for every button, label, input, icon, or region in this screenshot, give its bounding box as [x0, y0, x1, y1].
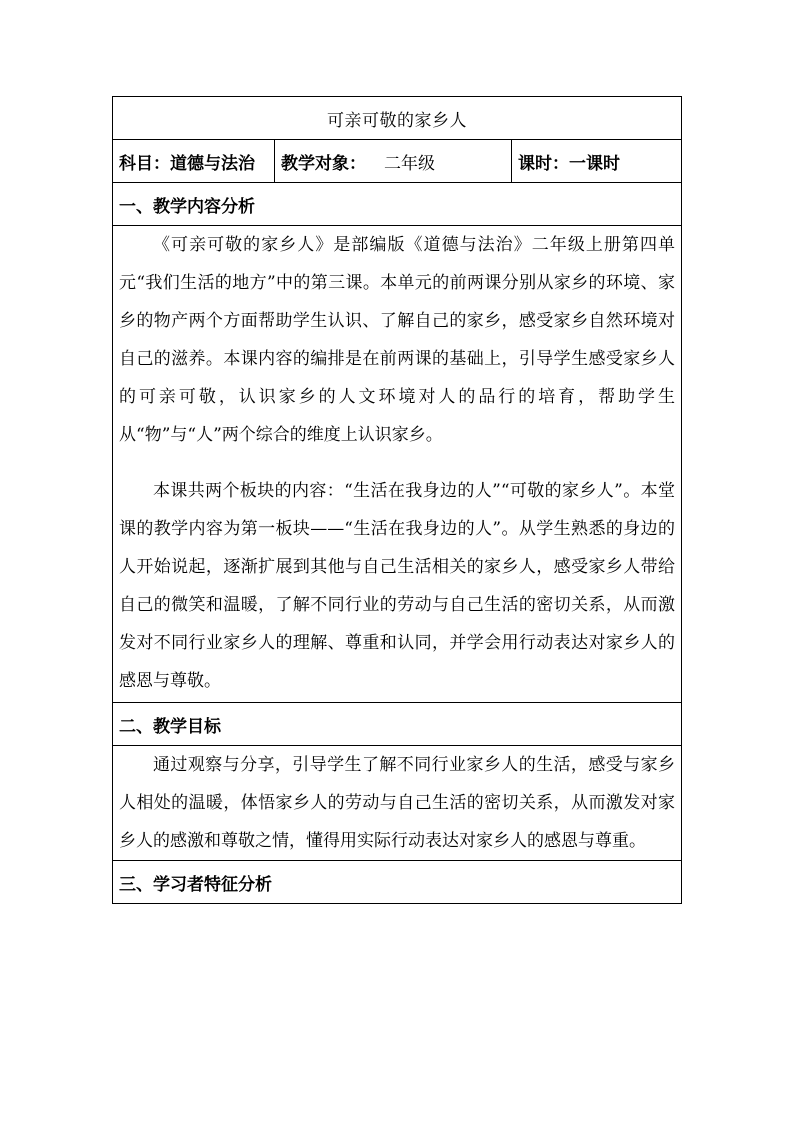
title-row — [113, 97, 682, 140]
section-heading-learner-analysis: 三、学习者特征分析 — [113, 861, 682, 904]
audience-value: 二年级 — [384, 153, 435, 174]
section-body-content-analysis — [113, 226, 682, 703]
audience-label: 教学对象： — [281, 153, 366, 174]
section-heading-row — [113, 861, 682, 904]
paragraph: 本课共两个板块的内容：“生活在我身边的人”“可敬的家乡人”。本堂课的教学内容为第一板块——“生活在我身边的人”。从学生熟悉的身边的人开始说起，逐渐扩展到其他与自己生活相关的家乡人，感受家乡人带给自己的微笑和温暖，了解不同行业的劳动与自己生活的密切关系，从而激发对不同行业家乡人的理解、尊重和认同，并学会用行动表达对家乡人的感恩与尊敬。 — [119, 481, 675, 691]
section-heading-content-analysis: 一、教学内容分析 — [113, 183, 682, 226]
section-heading-row — [113, 183, 682, 226]
duration-cell: 课时：一课时 — [512, 140, 682, 183]
section-body-row — [113, 226, 682, 703]
paragraph: 《可亲可敬的家乡人》是部编版《道德与法治》二年级上册第四单元“我们生活的地方”中的第三课。本单元的前两课分别从家乡的环境、家乡的物产两个方面帮助学生认识、了解自己的家乡，感受家乡自然环境对自己的滋养。本课内容的编排是在前两课的基础上，引导学生感受家乡人的可亲可敬，认识家乡的人文环境对人的品行的培育，帮助学生从“物”与“人”两个综合的维度上认识家乡。 — [119, 235, 675, 445]
section-body-row — [113, 746, 682, 861]
audience-cell — [275, 140, 512, 183]
info-row — [113, 140, 682, 183]
section-heading-objectives: 二、教学目标 — [113, 703, 682, 746]
lesson-plan-page — [112, 96, 681, 904]
subject-cell: 科目：道德与法治 — [113, 140, 275, 183]
section-body-objectives — [113, 746, 682, 861]
lesson-plan-table — [112, 96, 682, 904]
paragraph: 通过观察与分享，引导学生了解不同行业家乡人的生活，感受与家乡人相处的温暖，体悟家乡人的劳动与自己生活的密切关系，从而激发对家乡人的感激和尊敬之情，懂得用实际行动表达对家乡人的感恩与尊重。 — [119, 755, 675, 851]
section-heading-row — [113, 703, 682, 746]
document-title: 可亲可敬的家乡人 — [113, 97, 682, 140]
